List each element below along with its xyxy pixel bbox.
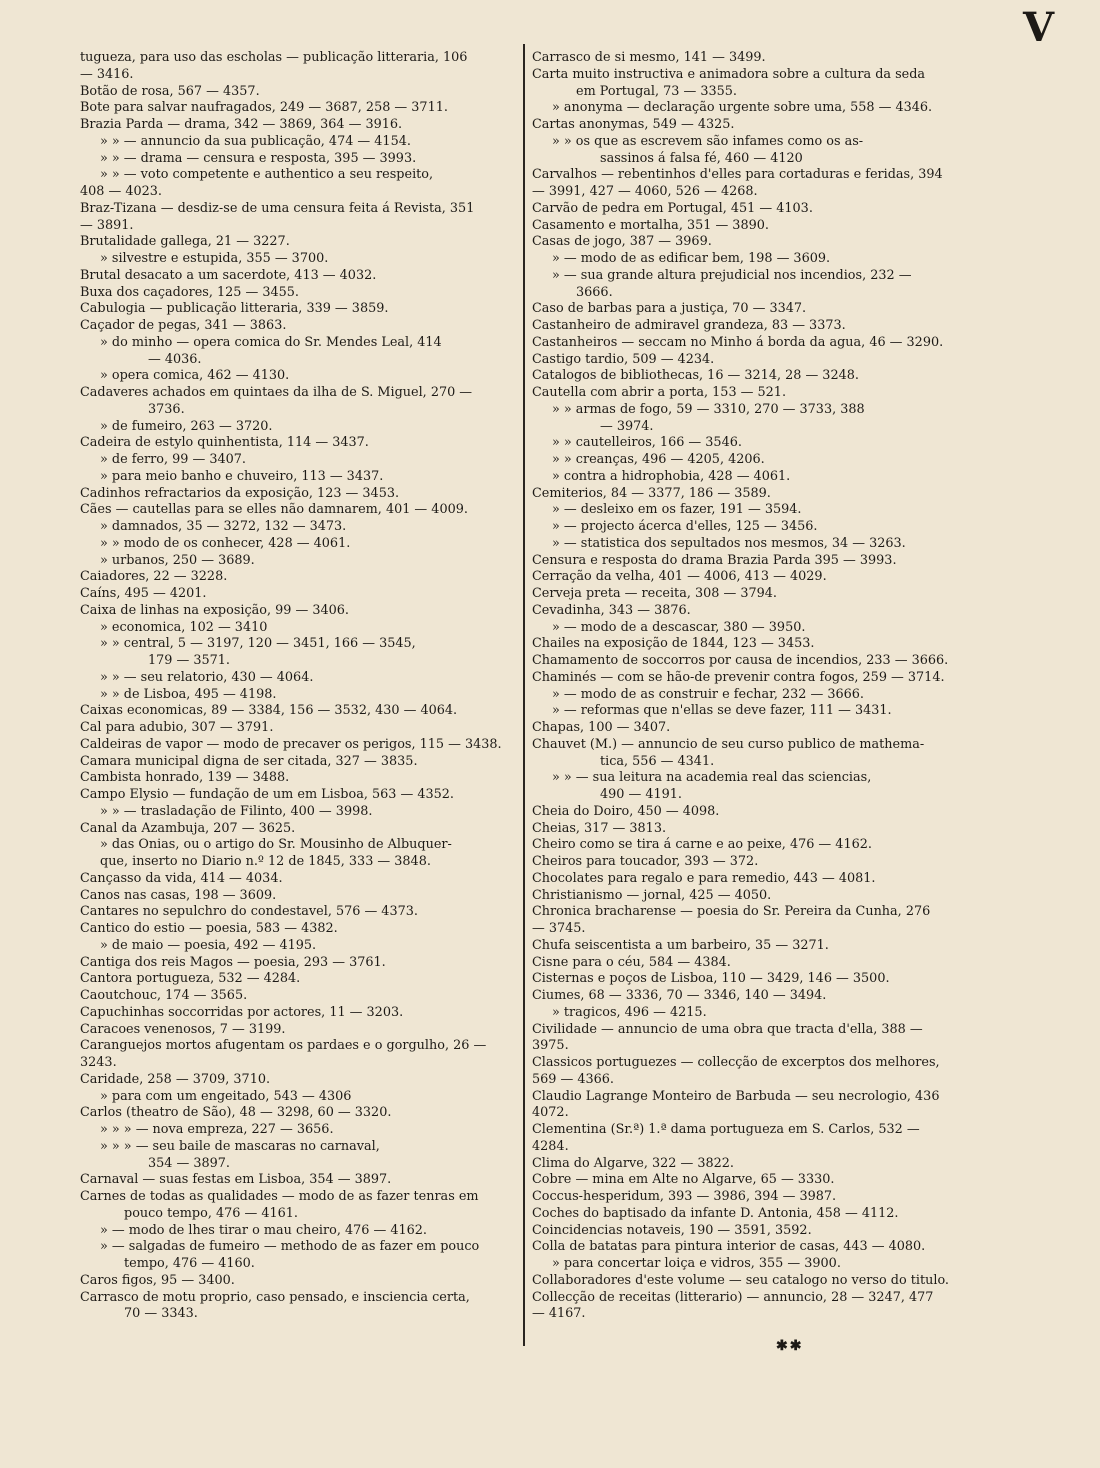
index-entry: que, inserto no Diario n.º 12 de 1845, 333 — 3848. — [100, 854, 431, 869]
index-entry: Classicos portuguezes — collecção de excerptos dos melhores, — [532, 1055, 940, 1070]
index-entry: 3666. — [576, 284, 613, 300]
index-entry: Castanheiro de admiravel grandeza, 83 — 3373. — [532, 318, 846, 333]
index-entry: Censura e resposta do drama Brazia Parda 395 — 3993. — [532, 552, 897, 568]
index-entry: — 3891. — [80, 217, 134, 233]
index-entry: Caso de barbas para a justiça, 70 — 3347. — [532, 301, 807, 317]
index-entry: Camara municipal digna de ser citada, 327 — 3835. — [80, 753, 418, 769]
index-entry: » » — annuncio da sua publicação, 474 — 4154. — [100, 133, 411, 149]
index-entry: » — modo de as edificar bem, 198 — 3609. — [552, 251, 831, 266]
index-entry: Chufa seiscentista a um barbeiro, 35 — 3271. — [532, 937, 829, 953]
index-entry: Casamento e mortalha, 351 — 3890. — [532, 217, 769, 233]
index-entry: » das Onias, ou o artigo do Sr. Mousinho de Albuquer- — [100, 837, 452, 853]
index-entry: 3975. — [532, 1038, 569, 1054]
index-entry: Chapas, 100 — 3407. — [532, 720, 671, 735]
index-entry: » » — sua leitura na academia real das sciencias, — [552, 770, 872, 786]
index-entry: Carvão de pedra em Portugal, 451 — 4103. — [532, 200, 813, 216]
index-entry: Ciumes, 68 — 3336, 70 — 3346, 140 — 3494. — [532, 988, 827, 1003]
index-entry: » tragicos, 496 — 4215. — [552, 1004, 707, 1020]
index-entry: Caixas economicas, 89 — 3384, 156 — 3532, 430 — 4064. — [80, 703, 458, 719]
index-entry: » — modo de lhes tirar o mau cheiro, 476 — 4162. — [100, 1222, 427, 1238]
index-entry: » damnados, 35 — 3272, 132 — 3473. — [100, 519, 347, 534]
index-entry: — 3416. — [80, 66, 134, 82]
index-entry: Chailes na exposição de 1844, 123 — 3453. — [532, 636, 815, 652]
index-entry: Caracoes venenosos, 7 — 3199. — [80, 1021, 286, 1037]
index-entry: Canal da Azambuja, 207 — 3625. — [80, 820, 296, 836]
index-entry: Brutal desacato a um sacerdote, 413 — 4032. — [80, 267, 377, 283]
index-entry: Carlos (theatro de São), 48 — 3298, 60 — 3320. — [80, 1105, 392, 1121]
index-entry: 490 — 4191. — [600, 787, 682, 802]
index-entry: 70 — 3343. — [124, 1306, 198, 1322]
index-entry: Chocolates para regalo e para remedio, 443 — 4081. — [532, 870, 876, 886]
index-entry: » do minho — opera comica do Sr. Mendes Leal, 414 — [100, 334, 442, 350]
index-entry: sassinos á falsa fé, 460 — 4120 — [600, 150, 803, 166]
index-entry: Cadinhos refractarios da exposição, 123 — 3453. — [80, 485, 400, 501]
index-entry: Chaminés — com se hão-de prevenir contra fogos, 259 — 3714. — [532, 669, 945, 685]
index-entry: Castanheiros — seccam no Minho á borda da agua, 46 — 3290. — [532, 334, 944, 350]
index-entry: Caiadores, 22 — 3228. — [80, 569, 228, 585]
index-entry: Chauvet (M.) — annuncio de seu curso publico de mathema- — [532, 736, 925, 752]
index-column-left — [80, 50, 516, 1323]
index-entry: » » de Lisboa, 495 — 4198. — [100, 686, 277, 702]
index-entry: 569 — 4366. — [532, 1071, 614, 1087]
index-entry: Castigo tardio, 509 — 4234. — [532, 351, 715, 367]
index-entry: Civilidade — annuncio de uma obra que tracta d'ella, 388 — — [532, 1021, 923, 1037]
index-entry: 179 — 3571. — [148, 653, 230, 668]
index-entry: » » os que as escrevem são infames como os as- — [552, 133, 864, 149]
index-entry: Cadaveres achados em quintaes da ilha de S. Miguel, 270 — — [80, 385, 473, 400]
index-entry: Brazia Parda — drama, 342 — 3869, 364 — 3916. — [80, 117, 403, 132]
index-entry: Brutalidade gallega, 21 — 3227. — [80, 234, 290, 250]
index-entry: tica, 556 — 4341. — [600, 753, 715, 769]
index-entry: » anonyma — declaração urgente sobre uma, 558 — 4346. — [552, 100, 933, 116]
index-entry: Carta muito instructiva e animadora sobre a cultura da seda — [532, 66, 926, 82]
index-entry: Capuchinhas soccorridas por actores, 11 — 3203. — [80, 1004, 404, 1020]
index-entry: Christianismo — jornal, 425 — 4050. — [532, 887, 772, 903]
index-entry: » » armas de fogo, 59 — 3310, 270 — 3733, 388 — [552, 401, 865, 417]
index-entry: Cães — cautellas para se elles não damnarem, 401 — 4009. — [80, 502, 468, 518]
index-entry: Cemiterios, 84 — 3377, 186 — 3589. — [532, 485, 771, 501]
index-entry: Carnes de todas as qualidades — modo de as fazer tenras em — [80, 1189, 479, 1204]
index-entry: Carrasco de si mesmo, 141 — 3499. — [532, 50, 766, 65]
index-entry: Caldeiras de vapor — modo de precaver os perigos, 115 — 3438. — [80, 736, 502, 752]
index-entry: Cisne para o céu, 584 — 4384. — [532, 954, 731, 970]
index-entry: 354 — 3897. — [148, 1155, 230, 1171]
index-entry: » — salgadas de fumeiro — methodo de as fazer em pouco — [100, 1239, 480, 1255]
index-entry: Carvalhos — rebentinhos d'elles para cortaduras e feridas, 394 — [532, 167, 943, 183]
end-ornament: ✱✱ — [776, 1338, 804, 1354]
index-entry: Colla de batatas para pintura interior de casas, 443 — 4080. — [532, 1239, 926, 1255]
index-entry: Caçador de pegas, 341 — 3863. — [80, 318, 287, 333]
index-entry: Casas de jogo, 387 — 3969. — [532, 234, 712, 250]
index-entry: — 3745. — [532, 921, 586, 936]
index-entry: Caixa de linhas na exposição, 99 — 3406. — [80, 602, 349, 618]
index-entry: » para meio banho e chuveiro, 113 — 3437. — [100, 468, 384, 484]
index-entry: » de maio — poesia, 492 — 4195. — [100, 937, 317, 953]
index-entry: Cisternas e poços de Lisboa, 110 — 3429, 146 — 3500. — [532, 971, 890, 987]
index-entry: Cheia do Doiro, 450 — 4098. — [532, 803, 720, 819]
index-entry: » — reformas que n'ellas se deve fazer, 111 — 3431. — [552, 703, 892, 719]
index-entry: » » modo de os conhecer, 428 — 4061. — [100, 535, 351, 551]
index-entry: » opera comica, 462 — 4130. — [100, 368, 290, 384]
index-entry: — 4036. — [148, 351, 202, 367]
index-entry: Canos nas casas, 198 — 3609. — [80, 887, 277, 903]
index-entry: Collecção de receitas (litterario) — annuncio, 28 — 3247, 477 — [532, 1289, 934, 1305]
index-entry: Claudio Lagrange Monteiro de Barbuda — seu necrologio, 436 — [532, 1088, 940, 1104]
index-entry: Botão de rosa, 567 — 4357. — [80, 83, 260, 99]
index-entry: 4284. — [532, 1138, 569, 1154]
index-entry: » economica, 102 — 3410 — [100, 619, 268, 635]
index-entry: Caranguejos mortos afugentam os pardaes e o gorgulho, 26 — — [80, 1038, 487, 1054]
index-entry: » — sua grande altura prejudicial nos incendios, 232 — — [552, 267, 912, 283]
index-entry: » » creanças, 496 — 4205, 4206. — [552, 452, 765, 467]
index-entry: Catalogos de bibliothecas, 16 — 3214, 28 — 3248. — [532, 368, 859, 384]
index-entry: Coches do baptisado da infante D. Antonia, 458 — 4112. — [532, 1205, 899, 1221]
index-entry: tempo, 476 — 4160. — [124, 1256, 255, 1271]
index-entry: tugueza, para uso das escholas — publicação litteraria, 106 — [80, 50, 468, 65]
index-entry: 3243. — [80, 1055, 117, 1070]
index-entry: » — modo de a descascar, 380 — 3950. — [552, 619, 806, 635]
index-entry: Caros figos, 95 — 3400. — [80, 1272, 235, 1288]
index-entry: Cheiro como se tira á carne e ao peixe, 476 — 4162. — [532, 837, 872, 853]
index-entry: » de fumeiro, 263 — 3720. — [100, 418, 273, 434]
index-entry: » — desleixo em os fazer, 191 — 3594. — [552, 502, 802, 518]
index-entry: » » » — seu baile de mascaras no carnaval, — [100, 1138, 380, 1154]
index-entry: » de ferro, 99 — 3407. — [100, 452, 246, 467]
index-entry: Cantora portugueza, 532 — 4284. — [80, 971, 301, 987]
index-entry: Cheiros para toucador, 393 — 372. — [532, 854, 759, 869]
index-entry: » » central, 5 — 3197, 120 — 3451, 166 — 3545, — [100, 636, 416, 652]
page-signature-mark: V — [1022, 4, 1052, 51]
index-entry: Coccus-hesperidum, 393 — 3986, 394 — 3987. — [532, 1189, 837, 1204]
index-entry: Cabulogia — publicação litteraria, 339 — 3859. — [80, 301, 389, 317]
index-entry: Chronica bracharense — poesia do Sr. Pereira da Cunha, 276 — [532, 904, 931, 920]
index-entry: Buxa dos caçadores, 125 — 3455. — [80, 284, 299, 300]
index-entry: Carrasco de motu proprio, caso pensado, e insciencia certa, — [80, 1289, 470, 1305]
index-entry: » » — voto competente e authentico a seu respeito, — [100, 167, 434, 183]
index-entry: » — projecto ácerca d'elles, 125 — 3456. — [552, 519, 818, 534]
index-entry: Braz-Tizana — desdiz-se de uma censura feita á Revista, 351 — [80, 200, 475, 216]
index-entry: Cerveja preta — receita, 308 — 3794. — [532, 586, 777, 601]
index-entry: Cadeira de estylo quinhentista, 114 — 3437. — [80, 435, 369, 451]
index-entry: — 3974. — [600, 418, 654, 434]
index-entry: Cobre — mina em Alte no Algarve, 65 — 3330. — [532, 1172, 835, 1188]
index-entry: Cantiga dos reis Magos — poesia, 293 — 3761. — [80, 954, 386, 970]
index-entry: — 3991, 427 — 4060, 526 — 4268. — [532, 184, 758, 199]
column-divider — [523, 44, 525, 1346]
index-entry: Cantico do estio — poesia, 583 — 4382. — [80, 921, 338, 936]
index-entry: Cambista honrado, 139 — 3488. — [80, 770, 290, 786]
index-entry: Cartas anonymas, 549 — 4325. — [532, 117, 735, 132]
index-entry: Bote para salvar naufragados, 249 — 3687, 258 — 3711. — [80, 100, 448, 116]
index-entry: Carnaval — suas festas em Lisboa, 354 — 3897. — [80, 1172, 392, 1188]
index-entry: » » — drama — censura e resposta, 395 — 3993. — [100, 150, 417, 166]
index-entry: Cerração da velha, 401 — 4006, 413 — 4029. — [532, 569, 827, 585]
index-entry: 4072. — [532, 1105, 569, 1121]
index-entry: Cheias, 317 — 3813. — [532, 820, 667, 836]
index-entry: Campo Elysio — fundação de um em Lisboa, 563 — 4352. — [80, 787, 454, 802]
index-entry: 3736. — [148, 401, 185, 417]
index-entry: Cautella com abrir a porta, 153 — 521. — [532, 385, 787, 400]
index-entry: Collaboradores d'este volume — seu catalogo no verso do titulo. — [532, 1272, 949, 1288]
index-entry: em Portugal, 73 — 3355. — [576, 83, 737, 99]
index-entry: Caridade, 258 — 3709, 3710. — [80, 1071, 271, 1087]
index-entry: » contra a hidrophobia, 428 — 4061. — [552, 468, 791, 484]
index-entry: » urbanos, 250 — 3689. — [100, 552, 255, 568]
index-entry: 408 — 4023. — [80, 184, 162, 199]
index-entry: Clementina (Sr.ª) 1.ª dama portugueza em S. Carlos, 532 — — [532, 1122, 920, 1137]
index-entry: Chamamento de soccorros por causa de incendios, 233 — 3666. — [532, 653, 949, 668]
index-entry: Cal para adubio, 307 — 3791. — [80, 720, 274, 735]
index-entry: Caíns, 495 — 4201. — [80, 586, 207, 601]
index-entry: » » cautelleiros, 166 — 3546. — [552, 435, 742, 451]
index-entry: Cevadinha, 343 — 3876. — [532, 602, 691, 618]
index-entry: » » — trasladação de Filinto, 400 — 3998. — [100, 803, 373, 819]
index-entry: » para concertar loiça e vidros, 355 — 3900. — [552, 1256, 841, 1271]
index-entry: pouco tempo, 476 — 4161. — [124, 1205, 298, 1221]
index-entry: » » » — nova empreza, 227 — 3656. — [100, 1122, 334, 1137]
index-entry: » para com um engeitado, 543 — 4306 — [100, 1088, 352, 1104]
index-entry: » — modo de as construir e fechar, 232 — 3666. — [552, 686, 864, 702]
index-entry: Cantares no sepulchro do condestavel, 576 — 4373. — [80, 904, 418, 920]
index-column-right — [532, 50, 964, 1323]
index-entry: — 4167. — [532, 1306, 586, 1322]
index-entry: » silvestre e estupida, 355 — 3700. — [100, 251, 329, 266]
index-entry: Cançasso da vida, 414 — 4034. — [80, 870, 283, 886]
index-entry: Caoutchouc, 174 — 3565. — [80, 988, 248, 1003]
index-entry: » » — seu relatorio, 430 — 4064. — [100, 669, 314, 685]
index-entry: Clima do Algarve, 322 — 3822. — [532, 1155, 734, 1171]
index-entry: » — statistica dos sepultados nos mesmos, 34 — 3263. — [552, 535, 906, 551]
index-entry: Coincidencias notaveis, 190 — 3591, 3592. — [532, 1222, 812, 1238]
